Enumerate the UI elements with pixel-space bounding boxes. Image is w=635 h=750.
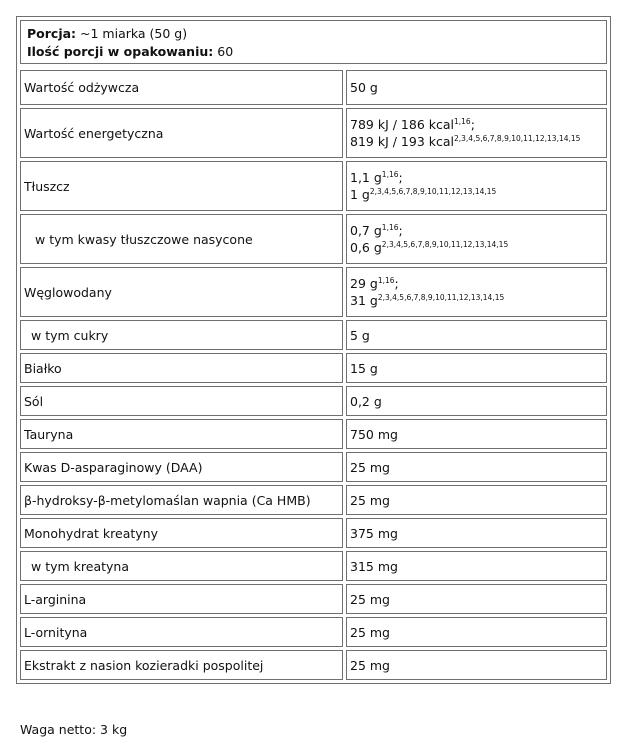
table-row — [20, 419, 607, 449]
nutrient-name: Kwas D-asparaginowy (DAA) — [20, 452, 343, 482]
nutrient-value — [346, 267, 607, 317]
nutrient-value — [346, 161, 607, 211]
nutrient-value — [346, 214, 607, 264]
servings-label: Ilość porcji w opakowaniu: — [27, 44, 214, 59]
value-line: 31 $g^{2,3,4,5,6,7,8,9,10,11,12,13,14,15}$ — [350, 293, 505, 308]
nutrient-value: 5 g — [346, 320, 607, 350]
nutrient-name: Wartość odżywcza — [20, 70, 343, 105]
net-weight: Waga netto: 3 kg — [20, 722, 128, 737]
nutrient-name: Węglowodany — [20, 267, 343, 317]
value-line: 50 g — [350, 80, 378, 95]
nutrient-value — [346, 70, 607, 105]
serving-label: Porcja: — [27, 26, 77, 41]
nutrient-name: L-arginina — [20, 584, 343, 614]
table-row — [20, 70, 607, 105]
nutrient-value: 375 mg — [346, 518, 607, 548]
servings-line — [27, 43, 600, 61]
table-row — [20, 353, 607, 383]
value-line: 789 kJ / 186 kcal$^{1,16}$; — [350, 117, 475, 132]
nutrient-value: 25 mg — [346, 485, 607, 515]
table-row — [20, 108, 607, 158]
serving-line — [27, 25, 600, 43]
table-row — [20, 551, 607, 581]
nutrient-value: 25 mg — [346, 617, 607, 647]
table-row — [20, 617, 607, 647]
servings-value: 60 — [217, 44, 234, 59]
table-row — [20, 214, 607, 264]
nutrient-name: w tym kreatyna — [20, 551, 343, 581]
table-row — [20, 518, 607, 548]
value-line: 0,6 $g^{2,3,4,5,6,7,8,9,10,11,12,13,14,15}$ — [350, 240, 509, 255]
value-line: 0,7 $g^{1,16}$; — [350, 223, 403, 238]
nutrient-value: 25 mg — [346, 650, 607, 680]
table-row — [20, 386, 607, 416]
serving-value: ~1 miarka (50 g) — [80, 26, 188, 41]
value-line: 1,1 $g^{1,16}$; — [350, 170, 403, 185]
nutrient-name: w tym kwasy tłuszczowe nasycone — [20, 214, 343, 264]
value-line: 819 kJ / 193 kcal$^{2,3,4,5,6,7,8,9,10,11,12,13,14,15}$ — [350, 134, 581, 149]
nutrient-name: Wartość energetyczna — [20, 108, 343, 158]
nutrition-table — [17, 67, 610, 683]
nutrient-name: Białko — [20, 353, 343, 383]
nutrient-name: Tauryna — [20, 419, 343, 449]
nutrient-value: 25 mg — [346, 584, 607, 614]
table-row — [20, 584, 607, 614]
nutrient-name: Monohydrat kreatyny — [20, 518, 343, 548]
nutrient-name: Ekstrakt z nasion kozieradki pospolitej — [20, 650, 343, 680]
table-row — [20, 267, 607, 317]
nutrition-table-frame — [16, 16, 611, 684]
value-line: 1 $g^{2,3,4,5,6,7,8,9,10,11,12,13,14,15}$ — [350, 187, 497, 202]
table-row — [20, 320, 607, 350]
value-line: 29 $g^{1,16}$; — [350, 276, 399, 291]
nutrient-value: 750 mg — [346, 419, 607, 449]
nutrient-name: L-ornityna — [20, 617, 343, 647]
nutrient-name: β-hydroksy-β-metylomaślan wapnia (Ca HMB) — [20, 485, 343, 515]
nutrient-name: Tłuszcz — [20, 161, 343, 211]
table-row — [20, 161, 607, 211]
serving-header — [20, 20, 607, 64]
nutrient-value: 315 mg — [346, 551, 607, 581]
nutrient-value: 15 g — [346, 353, 607, 383]
table-row — [20, 650, 607, 680]
nutrient-name: Sól — [20, 386, 343, 416]
nutrient-value: 0,2 g — [346, 386, 607, 416]
nutrient-value — [346, 108, 607, 158]
nutrient-value: 25 mg — [346, 452, 607, 482]
table-row — [20, 485, 607, 515]
table-row — [20, 452, 607, 482]
nutrient-name: w tym cukry — [20, 320, 343, 350]
